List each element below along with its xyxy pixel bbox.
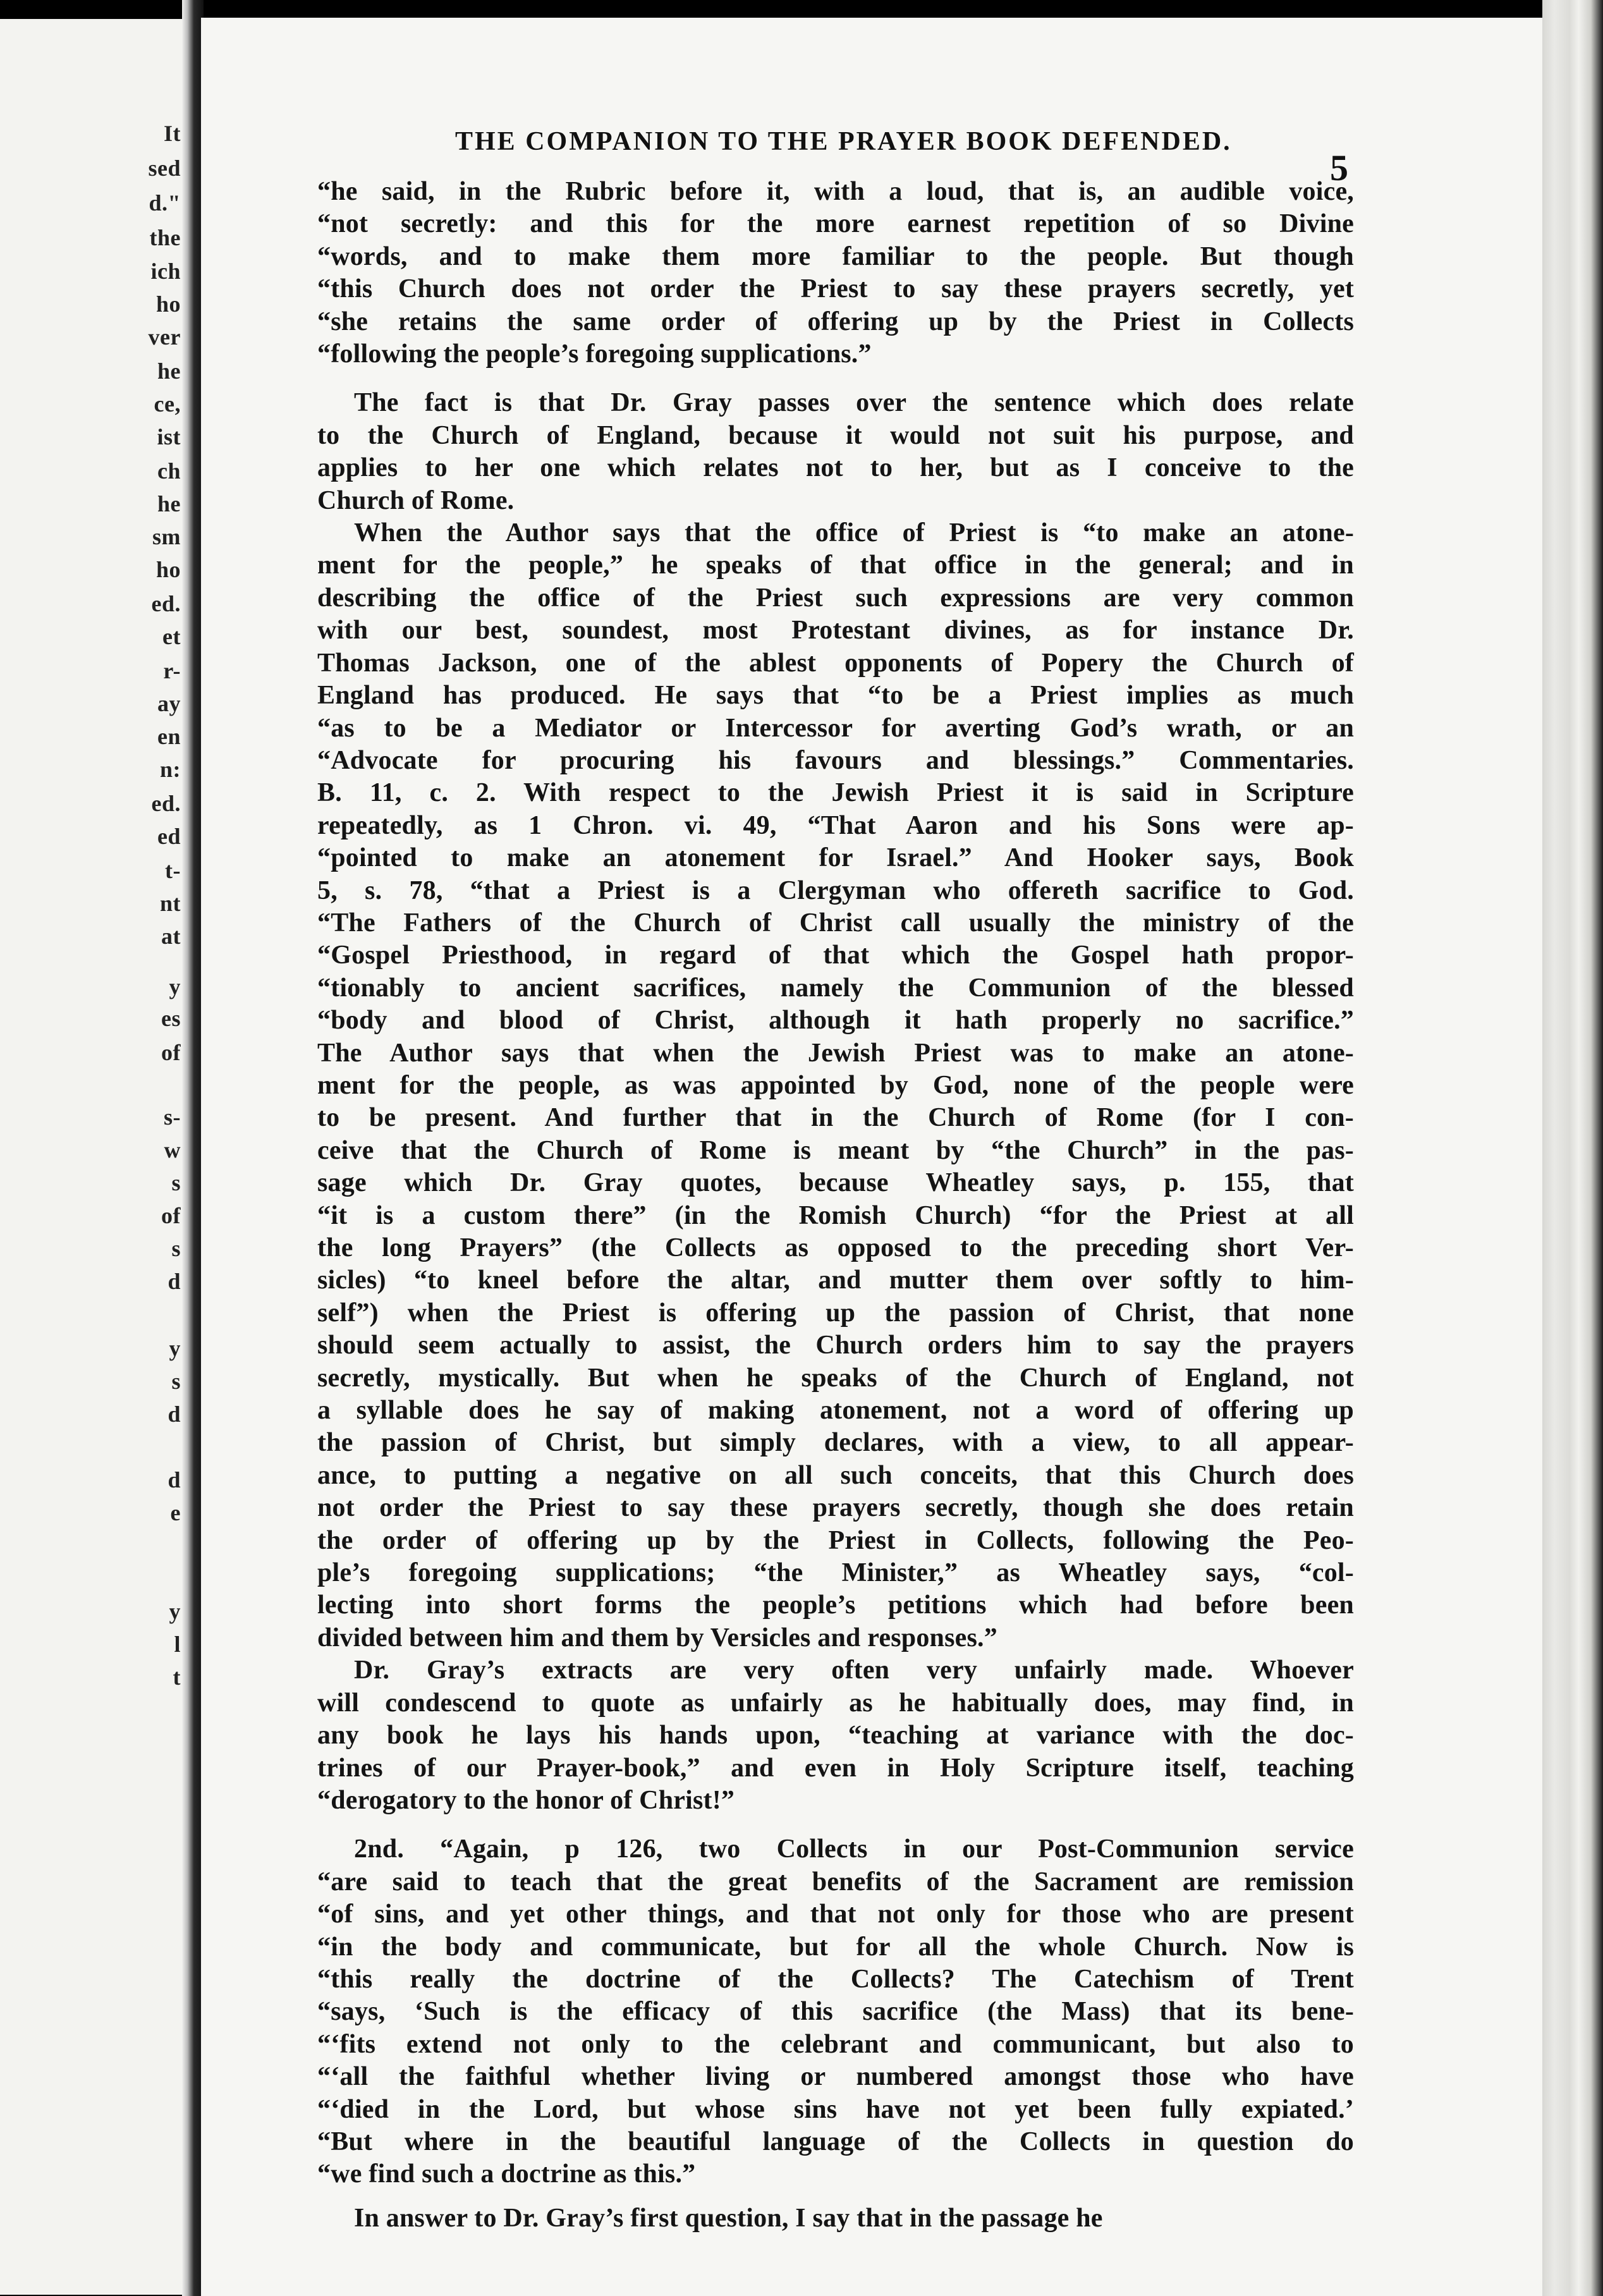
text-line: repeatedly, as 1 Chron. vi. 49, “That Aaron and his Sons were ap- — [317, 810, 1354, 840]
text-line: “this Church does not order the Priest to say these prayers secretly, yet — [317, 274, 1354, 304]
facing-page-fragment: s — [171, 1369, 181, 1394]
facing-page-fragment: d — [168, 1401, 181, 1427]
text-line: When the Author says that the office of Priest is “to make an atone- — [354, 518, 1354, 548]
text-line: “following the people’s foregoing supplications.” — [317, 339, 872, 369]
facing-page-fragment: s — [171, 1170, 181, 1195]
facing-page-fragment: s — [171, 1236, 181, 1261]
text-line: ment for the people, as was appointed by God, none of the people were — [317, 1070, 1354, 1100]
facing-page-fragment: y — [169, 1599, 181, 1624]
text-line: “Advocate for procuring his favours and blessings.” Commentaries. — [317, 745, 1354, 775]
facing-page-fragment: y — [169, 1336, 181, 1361]
text-line: “derogatory to the honor of Christ!” — [317, 1785, 735, 1815]
facing-page-fragment: ed. — [151, 591, 181, 616]
text-line: Thomas Jackson, one of the ablest opponents of Popery the Church of — [317, 648, 1354, 678]
facing-page-fragment: at — [161, 924, 181, 949]
text-line: ment for the people,” he speaks of that office in the general; and in — [317, 551, 1354, 580]
text-line: “Gospel Priesthood, in regard of that which the Gospel hath propor- — [317, 941, 1354, 970]
facing-page-fragment: nt — [159, 891, 181, 916]
text-line: “not secretly: and this for the more earnest repetition of so Divine — [317, 209, 1354, 239]
text-line: “‘all the faithful whether living or numbered amongst those who have — [317, 2062, 1354, 2092]
facing-page-fragment: d — [168, 1467, 181, 1493]
text-line: describing the office of the Priest such expressions are very common — [317, 583, 1354, 613]
facing-page-fragment: et — [162, 624, 181, 649]
text-line: will condescend to quote as unfairly as he habitually does, may find, in — [317, 1688, 1354, 1718]
text-line: the order of offering up by the Priest in Collects, following the Peo- — [317, 1525, 1354, 1555]
text-line: not order the Priest to say these prayers secretly, though she does retain — [317, 1493, 1354, 1523]
facing-page-fragment: y — [169, 974, 181, 999]
text-line: B. 11, c. 2. With respect to the Jewish Priest it is said in Scripture — [317, 778, 1354, 808]
text-line: “pointed to make an atonement for Israel.” And Hooker says, Book — [317, 843, 1354, 873]
text-line: “he said, in the Rubric before it, with a loud, that is, an audible voice, — [317, 177, 1354, 206]
text-line: “But where in the beautiful language of the Collects in question do — [317, 2127, 1354, 2156]
facing-page-fragment: It — [164, 121, 181, 146]
text-line: sicles) “to kneel before the altar, and mutter them over softly to him- — [317, 1266, 1354, 1295]
facing-page-fragment: l — [174, 1632, 181, 1657]
text-line: “words, and to make them more familiar to the people. But though — [317, 241, 1354, 271]
text-line: should seem actually to assist, the Church orders him to say the prayers — [317, 1331, 1354, 1360]
text-line: trines of our Prayer-book,” and even in Holy Scripture itself, teaching — [317, 1753, 1354, 1783]
facing-page-fragment: ay — [157, 691, 181, 716]
text-line: applies to her one which relates not to her, but as I conceive to the — [317, 453, 1354, 483]
text-line: to the Church of England, because it would not suit his purpose, and — [317, 420, 1354, 450]
text-line: any book he lays his hands upon, “teaching at variance with the doc- — [317, 1721, 1354, 1750]
facing-page-fragment: es — [161, 1006, 181, 1031]
text-line: The Author says that when the Jewish Priest was to make an atone- — [317, 1038, 1354, 1068]
text-line: “she retains the same order of offering up by the Priest in Collects — [317, 307, 1354, 336]
text-line: “body and blood of Christ, although it hath properly no sacrifice.” — [317, 1006, 1354, 1035]
facing-page-fragment: d — [168, 1269, 181, 1294]
page-number: 5 — [1330, 147, 1348, 188]
text-line: “says, ‘Such is the efficacy of this sacrifice (the Mass) that its bene- — [317, 1997, 1354, 2027]
text-line: “‘fits extend not only to the celebrant and communicant, but also to — [317, 2029, 1354, 2059]
facing-page-fragment: ed — [157, 824, 181, 849]
text-line: England has produced. He says that “to be a Priest implies as much — [317, 681, 1354, 711]
facing-page-fragment: en — [157, 724, 181, 749]
text-line: “this really the doctrine of the Collects? The Catechism of Trent — [317, 1964, 1354, 1994]
binding-gutter — [182, 0, 204, 2296]
facing-page-fragment: ed. — [151, 791, 181, 816]
facing-page-fragment: ho — [155, 291, 181, 317]
text-line: “as to be a Mediator or Intercessor for averting God’s wrath, or an — [317, 713, 1354, 743]
facing-page-fragment: ver — [148, 324, 181, 350]
facing-page-fragment: e — [170, 1500, 181, 1525]
text-line: 2nd. “Again, p 126, two Collects in our Post-Communion service — [354, 1835, 1354, 1864]
page-edge — [1542, 0, 1603, 2296]
facing-page-fragment: ist — [157, 424, 181, 449]
text-line: The fact is that Dr. Gray passes over the sentence which does relate — [354, 388, 1354, 418]
text-line: self”) when the Priest is offering up the passion of Christ, that none — [317, 1298, 1354, 1328]
text-line: “‘died in the Lord, but whose sins have not yet been fully expiated.’ — [317, 2094, 1354, 2124]
facing-page-fragment: w — [164, 1137, 181, 1163]
facing-page-fragment: ho — [155, 557, 181, 582]
text-line: “of sins, and yet other things, and that not only for those who are present — [317, 1900, 1354, 1929]
text-line: lecting into short forms the people’s petitions which had before been — [317, 1591, 1354, 1620]
text-line: ance, to putting a negative on all such conceits, that this Church does — [317, 1460, 1354, 1490]
facing-page-fragment: d." — [149, 190, 181, 216]
text-line: In answer to Dr. Gray’s first question, I say that in the passage he — [354, 2203, 1103, 2233]
text-line: “The Fathers of the Church of Christ call usually the ministry of the — [317, 908, 1354, 937]
facing-page-fragment: t- — [165, 858, 181, 883]
text-line: 5, s. 78, “that a Priest is a Clergyman who offereth sacrifice to God. — [317, 876, 1354, 905]
text-line: “we find such a doctrine as this.” — [317, 2159, 696, 2189]
facing-page-fragment: sm — [152, 524, 181, 549]
text-line: divided between him and them by Versicles and responses.” — [317, 1623, 997, 1652]
text-line: to be present. And further that in the Church of Rome (for I con- — [317, 1103, 1354, 1133]
facing-page-fragment: ich — [150, 259, 181, 284]
body-text — [317, 176, 1354, 2235]
text-line: Dr. Gray’s extracts are very often very unfairly made. Whoever — [354, 1656, 1354, 1685]
text-line: secretly, mystically. But when he speaks of the Church of England, not — [317, 1363, 1354, 1393]
facing-page-fragment: s- — [164, 1104, 181, 1130]
facing-page-fragment: ch — [157, 458, 181, 484]
facing-page-margin — [0, 19, 190, 2295]
facing-page-fragment: r- — [163, 658, 181, 683]
facing-page-fragment: the — [149, 225, 181, 250]
text-line: Church of Rome. — [317, 485, 515, 515]
facing-page-fragment: of — [161, 1040, 181, 1065]
facing-page-fragment: he — [157, 491, 181, 516]
text-line: “tionably to ancient sacrifices, namely the Communion of the blessed — [317, 973, 1354, 1003]
facing-page-fragment: ce, — [154, 391, 181, 417]
text-line: with our best, soundest, most Protestant divines, as for instance Dr. — [317, 616, 1354, 645]
text-line: “in the body and communicate, but for all the whole Church. Now is — [317, 1932, 1354, 1962]
text-line: a syllable does he say of making atonement, not a word of offering up — [317, 1396, 1354, 1426]
facing-page-fragment: n: — [159, 757, 181, 782]
facing-page-fragment: he — [157, 358, 181, 384]
text-line: ceive that the Church of Rome is meant by “the Church” in the pas- — [317, 1135, 1354, 1165]
facing-page-fragment: t — [173, 1664, 181, 1690]
text-line: “it is a custom there” (in the Romish Church) “for the Priest at all — [317, 1200, 1354, 1230]
text-line: “are said to teach that the great benefits of the Sacrament are remission — [317, 1867, 1354, 1896]
text-line: the passion of Christ, but simply declares, with a view, to all appear- — [317, 1428, 1354, 1458]
facing-page-fragment: sed — [148, 156, 181, 181]
text-line: ple’s foregoing supplications; “the Minister,” as Wheatley says, “col- — [317, 1558, 1354, 1588]
text-line: sage which Dr. Gray quotes, because Wheatley says, p. 155, that — [317, 1168, 1354, 1198]
running-head: THE COMPANION TO THE PRAYER BOOK DEFENDED. — [455, 127, 1232, 156]
facing-page-fragment: of — [161, 1203, 181, 1228]
text-line: the long Prayers” (the Collects as opposed to the preceding short Ver- — [317, 1233, 1354, 1262]
